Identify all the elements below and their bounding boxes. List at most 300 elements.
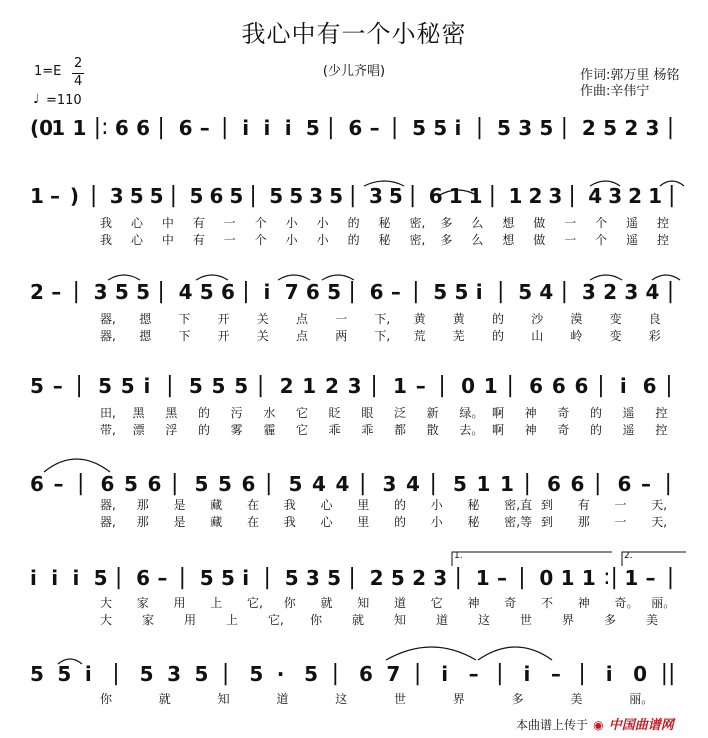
note: – xyxy=(415,374,426,398)
lyric-syllable: 是 xyxy=(173,515,186,529)
lyric-syllable: 神 xyxy=(524,406,537,420)
lyric-syllable: 用 xyxy=(173,596,186,610)
note: 5 xyxy=(412,116,426,140)
note: – xyxy=(645,566,656,590)
note: 5 xyxy=(329,184,343,208)
lyric-syllable: 一 xyxy=(614,498,627,512)
note: 1 xyxy=(30,184,44,208)
note: i xyxy=(263,116,271,140)
note: 5 xyxy=(129,184,144,208)
lyric-syllable: 秘 xyxy=(378,216,391,230)
note: – xyxy=(157,566,168,590)
lyric-syllable: 它, xyxy=(268,613,284,627)
barline: | xyxy=(597,373,605,398)
barline: | xyxy=(249,183,257,208)
note: 5 xyxy=(433,280,448,304)
barline: | xyxy=(408,183,417,208)
lyric-syllable: 想 xyxy=(502,233,515,247)
note: i xyxy=(72,566,80,590)
lyric-syllable: 么 xyxy=(471,216,484,230)
note: · xyxy=(276,662,285,686)
lyric-syllable: 摁 xyxy=(139,312,152,326)
lyric-syllable: 你 xyxy=(310,613,323,627)
note: 5 xyxy=(98,374,112,398)
lyric-syllable: 密,等 xyxy=(504,515,533,529)
note: – xyxy=(52,374,63,398)
lyric-syllable: 黄 xyxy=(413,312,426,326)
lyric-syllable: 上 xyxy=(210,596,223,610)
lyric-syllable: 田, xyxy=(100,406,116,420)
lyric-syllable: 知 xyxy=(357,596,370,610)
lyric-syllable: 小 xyxy=(430,498,443,512)
note: – xyxy=(49,184,60,208)
lyric-syllable: 眼 xyxy=(361,406,374,420)
lyric-syllable: 奇 xyxy=(504,596,517,610)
note: ) xyxy=(69,184,80,208)
note: i xyxy=(605,662,613,686)
note: 0 xyxy=(633,662,648,686)
note: 5 xyxy=(136,280,151,304)
lyric-syllable: 良 xyxy=(648,312,661,326)
lyric-syllable: 道 xyxy=(436,613,449,627)
note: 4 xyxy=(335,472,350,496)
barline: | xyxy=(348,565,356,590)
note: 6 xyxy=(136,566,151,590)
note: i xyxy=(441,662,449,686)
note: 4 xyxy=(645,280,660,304)
lyric-syllable: 它 xyxy=(296,423,309,437)
lyric-syllable: 我 xyxy=(283,498,296,512)
lyric-syllable: 污 xyxy=(230,406,243,420)
lyric-syllable: 漠 xyxy=(570,312,583,326)
note: 3 xyxy=(382,472,397,496)
lyric-syllable: 一 xyxy=(614,515,627,529)
note: 5 xyxy=(234,374,249,398)
barline: | xyxy=(75,373,83,398)
lyric-syllable: 奇。 xyxy=(614,596,639,610)
note: 2 xyxy=(412,566,426,590)
lyric-syllable: 天, xyxy=(651,498,668,512)
note: 2 xyxy=(581,116,596,140)
note: – xyxy=(53,472,64,496)
lyric-syllable: 我 xyxy=(100,216,113,230)
note: 5 xyxy=(30,374,44,398)
note: 6 xyxy=(617,472,632,496)
lyric-syllable: 奇 xyxy=(557,406,570,420)
note: i xyxy=(454,116,462,140)
note: 1 xyxy=(475,566,490,590)
note: 3 xyxy=(433,566,448,590)
lyric-syllable: 么 xyxy=(471,233,484,247)
note: 4 xyxy=(539,280,554,304)
note: 6 xyxy=(147,472,162,496)
note: 3 xyxy=(109,184,124,208)
notes-line xyxy=(0,566,708,596)
notes-line xyxy=(0,116,708,146)
note: 5 xyxy=(269,184,284,208)
note: 5 xyxy=(539,116,554,140)
lyric-syllable: 点 xyxy=(296,312,309,326)
note: 5 xyxy=(453,472,467,496)
lyric-syllable: 里 xyxy=(357,515,370,529)
lyric-syllable: 一 xyxy=(223,216,236,230)
lyric-syllable: 芜 xyxy=(452,329,465,343)
note: 6 xyxy=(642,374,657,398)
lyric-syllable: 它 xyxy=(296,406,309,420)
lyric-syllable: 小 xyxy=(316,216,329,230)
note: 1 xyxy=(581,566,596,590)
note: 5 xyxy=(93,566,108,590)
barline: | xyxy=(560,279,569,304)
lyric-syllable: 的 xyxy=(394,515,407,529)
note: 1 xyxy=(624,566,639,590)
barline: | xyxy=(664,471,672,496)
note: – xyxy=(390,280,401,304)
note: 5 xyxy=(188,374,203,398)
tempo-note-icon: ♩ xyxy=(33,92,40,107)
note: 5 xyxy=(57,662,72,686)
lyric-syllable: 中 xyxy=(161,233,174,247)
volta-2: 2. xyxy=(624,551,633,561)
lyric-syllable: 美 xyxy=(570,692,583,706)
note: 1 xyxy=(393,374,407,398)
volta-1: 1. xyxy=(454,551,463,561)
barline: | xyxy=(568,183,576,208)
lyric-syllable: 下 xyxy=(178,312,191,326)
lyric-syllable: 霾 xyxy=(263,423,276,437)
lyric-syllable: 密,直 xyxy=(504,498,533,512)
note: 5 xyxy=(124,472,138,496)
lyric-syllable: 的 xyxy=(590,406,603,420)
lyric-syllable: 密, xyxy=(409,216,426,230)
barline: | xyxy=(349,183,357,208)
lyric-syllable: 多 xyxy=(440,233,453,247)
notes-line xyxy=(0,280,708,310)
barline: | xyxy=(157,115,165,140)
note: 6 xyxy=(136,116,151,140)
note: 1 xyxy=(560,566,575,590)
lyrics-line xyxy=(0,613,708,629)
lyrics-line xyxy=(0,406,708,422)
lyric-syllable: 水 xyxy=(263,406,276,420)
note: 6 xyxy=(547,472,561,496)
lyric-syllable: 的 xyxy=(347,233,360,247)
lyric-syllable: 你 xyxy=(283,596,296,610)
note: 1 xyxy=(500,472,514,496)
note: 6 xyxy=(178,116,193,140)
lyric-syllable: 不 xyxy=(541,596,554,610)
barline: | xyxy=(370,373,378,398)
lyric-syllable: 下, xyxy=(374,329,391,343)
lyric-syllable: 神 xyxy=(467,596,480,610)
lyric-syllable: 心 xyxy=(320,515,333,529)
lyric-syllable: 山 xyxy=(531,329,544,343)
footer xyxy=(516,714,674,733)
footer-logo[interactable]: 中国曲谱网 xyxy=(608,718,674,733)
barline: | xyxy=(171,471,179,496)
lyric-syllable: 泛 xyxy=(394,406,407,420)
note: 5 xyxy=(327,566,342,590)
barline: | xyxy=(594,471,602,496)
lyric-syllable: 新 xyxy=(426,406,439,420)
lyric-syllable: 开 xyxy=(217,312,230,326)
lyric-syllable: 这 xyxy=(335,692,348,706)
note: – xyxy=(369,116,380,140)
lyric-syllable: 啊 xyxy=(492,423,505,437)
lyric-syllable: 那 xyxy=(577,515,590,529)
note: 6 xyxy=(570,472,585,496)
lyric-syllable: 一 xyxy=(223,233,236,247)
note: 5 xyxy=(249,662,264,686)
note: 0 xyxy=(539,566,554,590)
lyric-syllable: 啊 xyxy=(492,406,505,420)
lyric-syllable: 到 xyxy=(541,515,554,529)
note: 2 xyxy=(279,374,294,398)
lyric-syllable: 小 xyxy=(285,233,298,247)
lyric-syllable: 那 xyxy=(136,498,149,512)
barline: | xyxy=(221,661,230,686)
note: 3 xyxy=(518,116,533,140)
note: – xyxy=(51,280,62,304)
note: 6 xyxy=(209,184,224,208)
lyric-syllable: 一 xyxy=(564,216,577,230)
time-signature-top: 2 xyxy=(74,56,83,71)
barline: | xyxy=(413,661,422,686)
note: 2 xyxy=(324,374,339,398)
lyric-syllable: 眨 xyxy=(328,406,341,420)
barline: | xyxy=(488,183,497,208)
note: 5 xyxy=(305,116,320,140)
note: 3 xyxy=(645,116,660,140)
lyric-syllable: 上 xyxy=(226,613,239,627)
note: 3 xyxy=(581,280,596,304)
lyric-syllable: 多 xyxy=(604,613,617,627)
note: 1 xyxy=(648,184,663,208)
barline: | xyxy=(666,115,675,140)
note: i xyxy=(284,116,292,140)
lyric-syllable: 神 xyxy=(577,596,590,610)
lyric-syllable: 家 xyxy=(142,613,155,627)
barline: || xyxy=(660,661,676,686)
lyric-syllable: 浮 xyxy=(165,423,178,437)
barline: | xyxy=(221,115,229,140)
lyrics-line xyxy=(0,233,708,249)
barline: | xyxy=(169,183,177,208)
barline: | xyxy=(242,279,250,304)
note: – xyxy=(468,662,479,686)
lyric-syllable: 控 xyxy=(657,233,670,247)
note: – xyxy=(550,662,561,686)
note: i xyxy=(242,116,250,140)
lyric-syllable: 有 xyxy=(192,216,205,230)
lyric-syllable: 关 xyxy=(256,329,269,343)
lyric-syllable: 就 xyxy=(158,692,171,706)
note: 5 xyxy=(229,184,244,208)
lyric-syllable: 神 xyxy=(524,423,537,437)
barline: | xyxy=(665,373,673,398)
note: – xyxy=(496,566,507,590)
lyric-syllable: 小 xyxy=(316,233,329,247)
lyricist: 作词:郭万里 杨铭 xyxy=(580,68,680,83)
note: 2 xyxy=(369,566,384,590)
lyric-syllable: 做 xyxy=(533,233,546,247)
lyric-syllable: 用 xyxy=(184,613,197,627)
lyric-syllable: 里 xyxy=(357,498,370,512)
barline: | xyxy=(112,661,120,686)
barline: | xyxy=(157,279,165,304)
lyric-syllable: 在 xyxy=(247,498,260,512)
note: 5 xyxy=(199,566,214,590)
note: i xyxy=(263,280,271,304)
score-subtitle: (少儿齐唱) xyxy=(322,64,386,79)
lyric-syllable: 美 xyxy=(646,613,659,627)
note: 6 xyxy=(30,472,44,496)
lyric-syllable: 乖 xyxy=(328,423,341,437)
note: i xyxy=(619,374,627,398)
note: 1 xyxy=(508,184,523,208)
note: 6 xyxy=(114,116,129,140)
lyric-syllable: 小 xyxy=(285,216,298,230)
lyric-syllable: 乖 xyxy=(361,423,374,437)
lyric-syllable: 器, xyxy=(100,329,116,343)
barline: | xyxy=(359,471,367,496)
lyric-syllable: 去。 xyxy=(459,423,484,437)
lyric-syllable: 你 xyxy=(100,692,113,706)
lyric-syllable: 关 xyxy=(256,312,269,326)
note: 6 xyxy=(305,280,320,304)
lyric-syllable: 到 xyxy=(541,498,554,512)
lyrics-line xyxy=(0,312,708,328)
lyric-syllable: 黄 xyxy=(452,312,465,326)
lyric-syllable: 沙 xyxy=(531,312,544,326)
lyric-syllable: 做 xyxy=(533,216,546,230)
note: (0 xyxy=(30,116,54,140)
lyric-syllable: 界 xyxy=(452,692,465,706)
lyric-syllable: 绿。 xyxy=(459,406,484,420)
note: 4 xyxy=(312,472,326,496)
barline: | xyxy=(89,183,98,208)
lyric-syllable: 雾 xyxy=(230,423,243,437)
note: 1 xyxy=(483,374,498,398)
barline: | xyxy=(578,661,586,686)
note: i xyxy=(51,566,59,590)
lyric-syllable: 世 xyxy=(520,613,533,627)
barline: |: xyxy=(93,115,109,140)
barline: | xyxy=(518,565,526,590)
lyric-syllable: 漂 xyxy=(132,423,145,437)
lyric-syllable: 遥 xyxy=(622,423,635,437)
note: 3 xyxy=(347,374,362,398)
note: 5 xyxy=(189,184,204,208)
lyric-syllable: 岭 xyxy=(570,329,583,343)
lyric-syllable: 遥 xyxy=(622,406,635,420)
note: 6 xyxy=(551,374,566,398)
lyric-syllable: 心 xyxy=(130,216,143,230)
note: 1 xyxy=(72,116,87,140)
lyric-syllable: 的 xyxy=(394,498,407,512)
logo-icon: ◉ xyxy=(593,718,604,732)
barline: | xyxy=(496,661,504,686)
note: i xyxy=(523,662,531,686)
lyric-syllable: 的 xyxy=(492,312,505,326)
note: 5 xyxy=(454,280,469,304)
note: 1 xyxy=(51,116,66,140)
note: 5 xyxy=(284,566,299,590)
note: 5 xyxy=(327,280,342,304)
barline: | xyxy=(666,565,675,590)
composer: 作曲:辛伟宁 xyxy=(580,84,650,99)
barline: | xyxy=(668,183,676,208)
note: 5 xyxy=(114,280,129,304)
note: 4 xyxy=(588,184,603,208)
note: 5 xyxy=(199,280,214,304)
lyric-syllable: 开 xyxy=(217,329,230,343)
note: 5 xyxy=(120,374,135,398)
lyric-syllable: 就 xyxy=(352,613,365,627)
lyric-syllable: 奇 xyxy=(557,423,570,437)
lyric-syllable: 控 xyxy=(655,423,668,437)
barline: | xyxy=(666,279,675,304)
note: 3 xyxy=(93,280,108,304)
barline: | xyxy=(438,373,446,398)
score-title: 我心中有一个小秘密 xyxy=(241,20,467,48)
lyric-syllable: 的 xyxy=(347,216,360,230)
lyric-syllable: 点 xyxy=(296,329,309,343)
note: i xyxy=(242,566,250,590)
note: 5 xyxy=(289,184,304,208)
barline: | xyxy=(265,471,273,496)
lyric-syllable: 个 xyxy=(254,233,267,247)
note: 5 xyxy=(288,472,303,496)
barline: | xyxy=(331,661,339,686)
note: 5 xyxy=(390,566,405,590)
barline: | xyxy=(114,565,123,590)
lyric-syllable: 器, xyxy=(100,515,116,529)
barline: :| xyxy=(603,565,618,590)
note: 6 xyxy=(100,472,115,496)
lyric-syllable: 控 xyxy=(655,406,668,420)
lyric-syllable: 彩 xyxy=(648,329,661,343)
note: 3 xyxy=(368,184,383,208)
barline: | xyxy=(77,471,85,496)
notes-line xyxy=(0,374,708,404)
note: 5 xyxy=(603,116,618,140)
note: 5 xyxy=(388,184,403,208)
lyrics-line xyxy=(0,692,708,708)
lyric-syllable: 密, xyxy=(409,233,426,247)
lyric-syllable: 我 xyxy=(283,515,296,529)
lyric-syllable: 黑 xyxy=(165,406,178,420)
note: 5 xyxy=(211,374,226,398)
lyric-syllable: 的 xyxy=(590,423,603,437)
barline: | xyxy=(475,115,484,140)
lyric-syllable: 丽。 xyxy=(651,596,676,610)
lyric-syllable: 秘 xyxy=(467,498,480,512)
note: 4 xyxy=(178,280,193,304)
barline: | xyxy=(523,471,531,496)
lyric-syllable: 的 xyxy=(198,406,211,420)
lyric-syllable: 天, xyxy=(651,515,668,529)
lyric-syllable: 道 xyxy=(394,596,407,610)
barline: | xyxy=(412,279,420,304)
lyric-syllable: 心 xyxy=(320,498,333,512)
barline: | xyxy=(496,279,505,304)
lyric-syllable: 的 xyxy=(492,329,505,343)
note: 5 xyxy=(139,662,154,686)
note: 1 xyxy=(476,472,491,496)
note: 5 xyxy=(218,472,232,496)
lyric-syllable: 小 xyxy=(430,515,443,529)
